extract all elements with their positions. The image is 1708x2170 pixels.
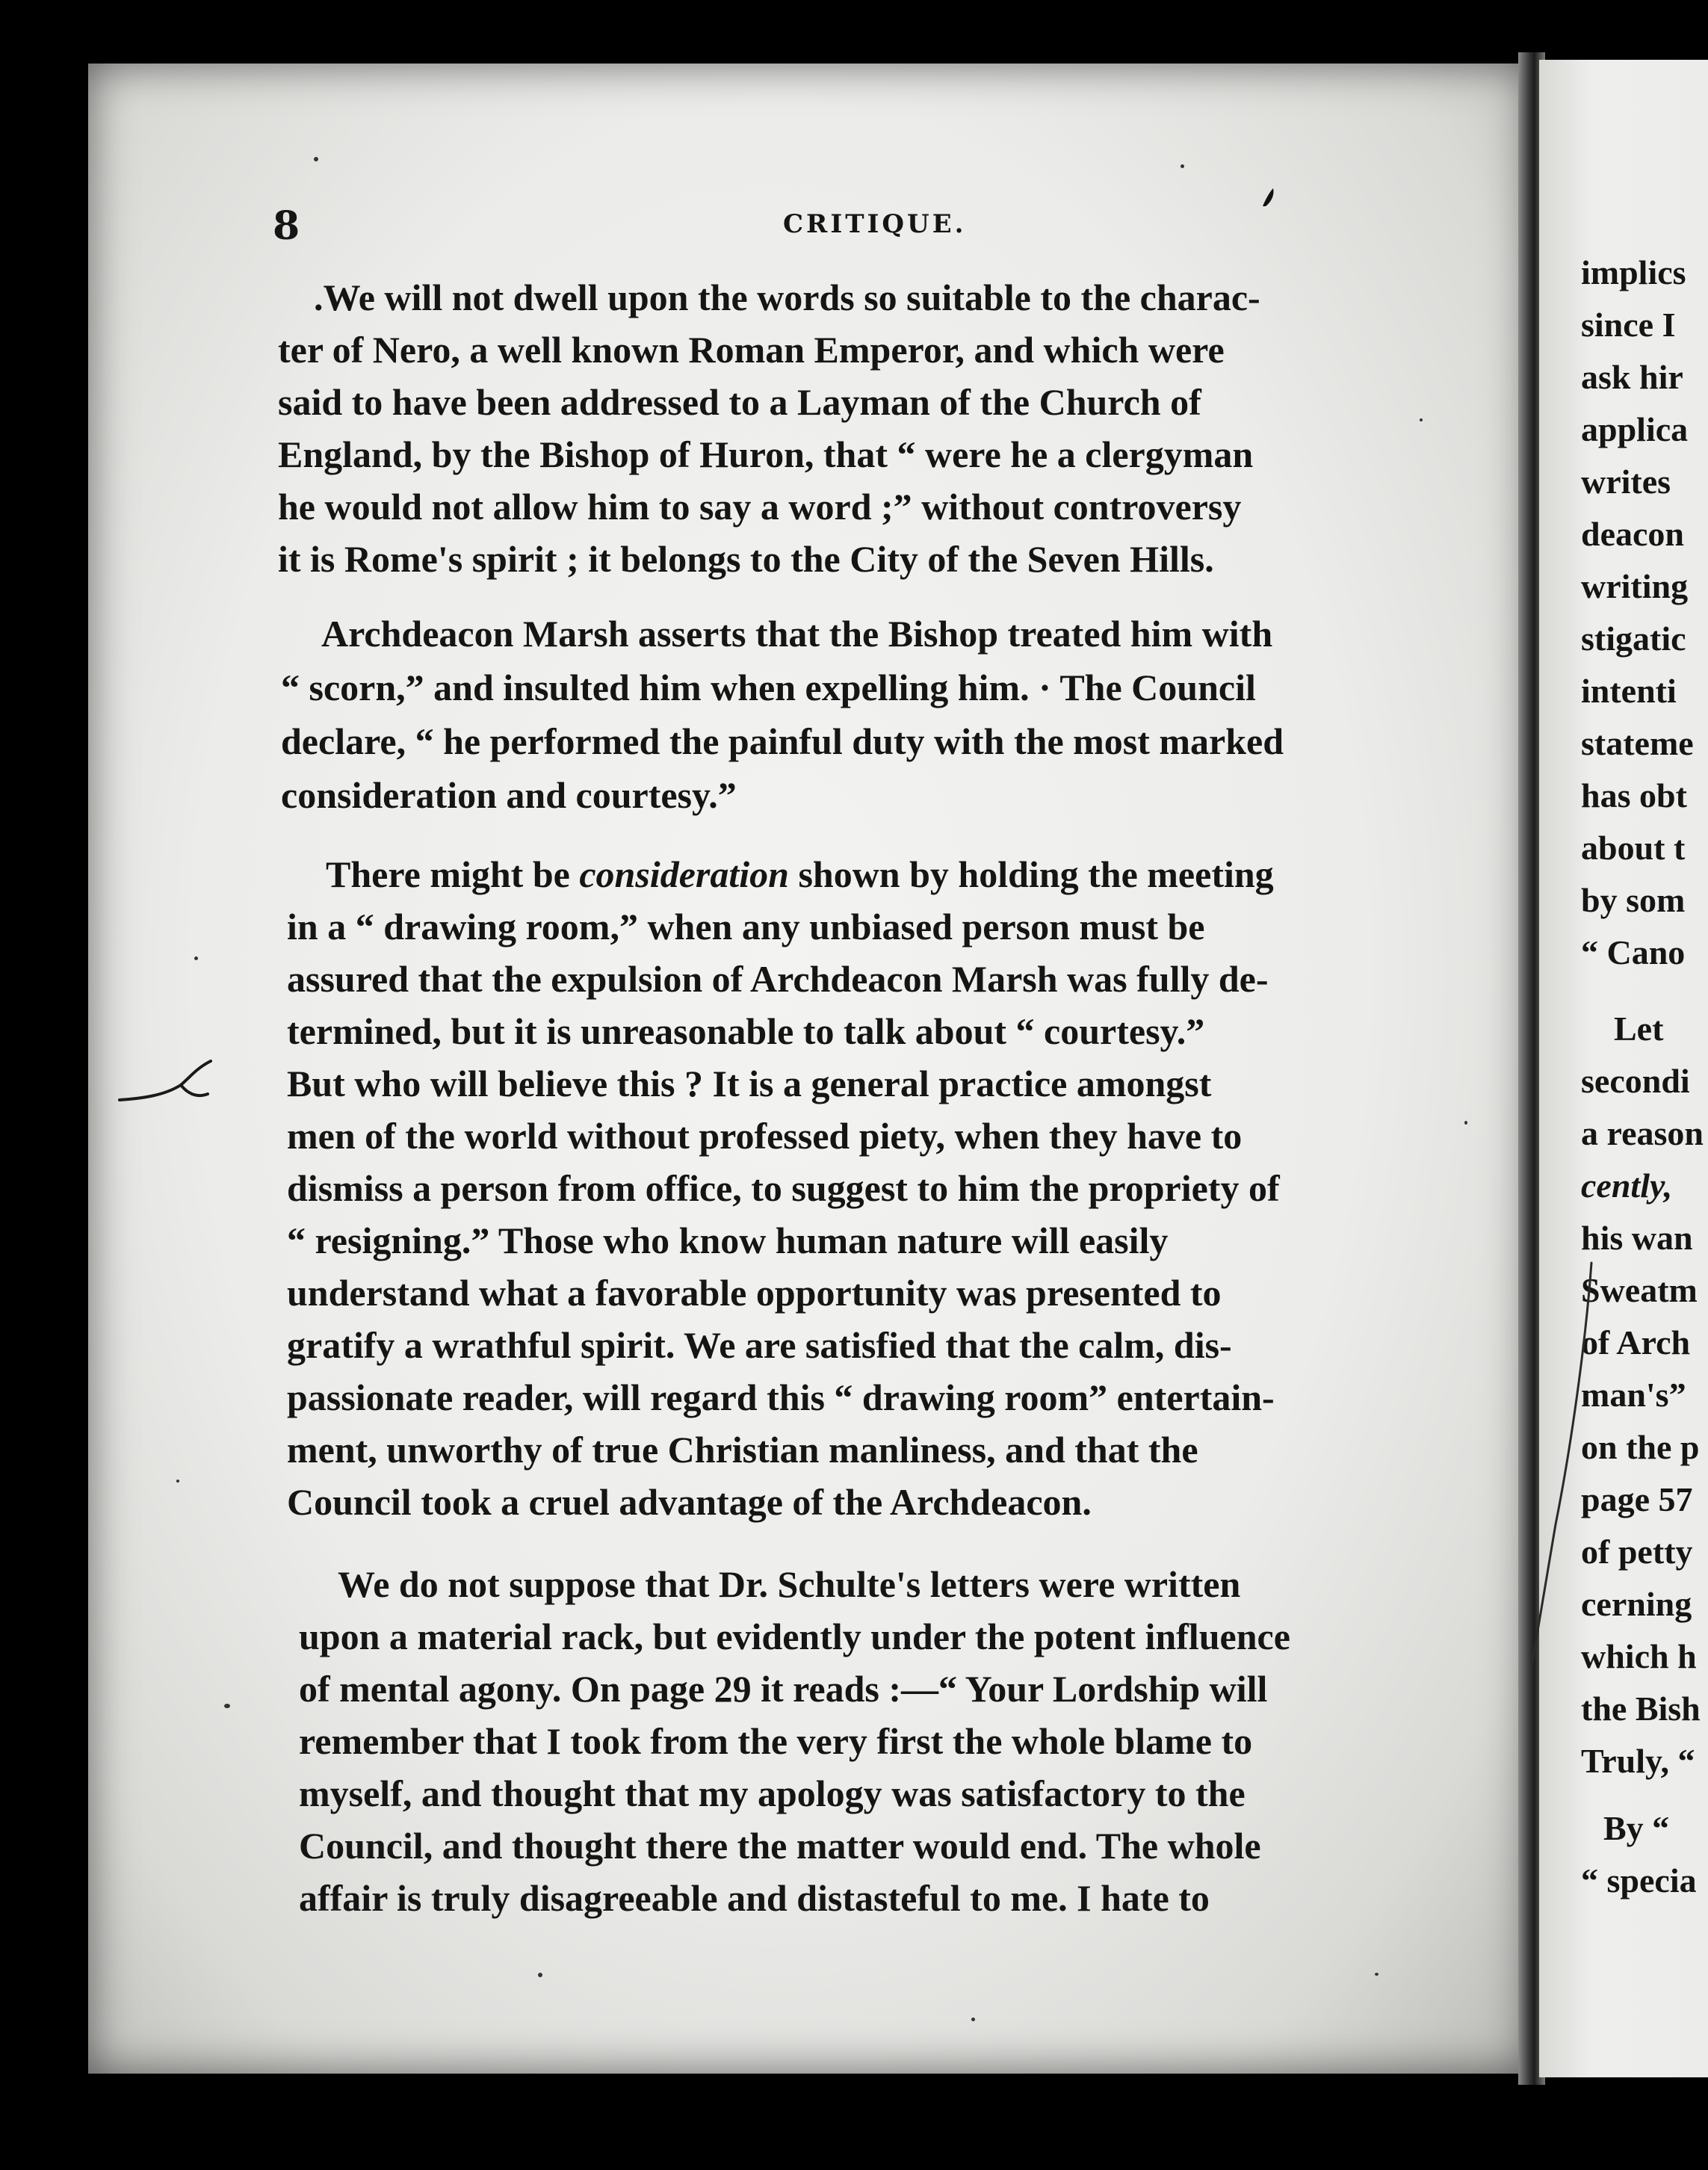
facing-page-line: has obt bbox=[1581, 776, 1687, 814]
text-line: affair is truly disagreeable and distasteful to me. I hate to bbox=[299, 1877, 1210, 1919]
facing-page-line: a reason bbox=[1581, 1114, 1704, 1152]
text-line: We do not suppose that Dr. Schulte's letters were written bbox=[338, 1563, 1241, 1605]
text-line: said to have been addressed to a Layman of the Church of bbox=[278, 381, 1201, 423]
italic-word: consideration bbox=[579, 853, 789, 895]
text-line: gratify a wrathful spirit. We are satisfied that the calm, dis- bbox=[287, 1324, 1232, 1366]
text-line: .We will not dwell upon the words so suitable to the charac- bbox=[314, 276, 1260, 318]
facing-page-line: of petty bbox=[1581, 1533, 1693, 1571]
text-line: “ resigning.” Those who know human nature will easily bbox=[287, 1220, 1169, 1261]
facing-page-line: the Bish bbox=[1581, 1690, 1701, 1728]
facing-page-line: ask hir bbox=[1581, 358, 1683, 396]
text-line: upon a material rack, but evidently under the potent influence bbox=[299, 1616, 1290, 1657]
facing-page-line: By “ bbox=[1603, 1809, 1670, 1847]
scan-speck bbox=[538, 1973, 542, 1977]
text-line: ter of Nero, a well known Roman Emperor, and which were bbox=[278, 329, 1225, 371]
text-line: remember that I took from the very first the whole blame to bbox=[299, 1720, 1253, 1762]
facing-page-line: Truly, “ bbox=[1581, 1742, 1695, 1780]
text-line: dismiss a person from office, to suggest to him the propriety of bbox=[287, 1167, 1280, 1209]
text-line: men of the world without professed piety, when they have to bbox=[287, 1115, 1243, 1157]
page-number: 8 bbox=[273, 203, 300, 249]
scan-speck bbox=[1181, 164, 1184, 168]
text-line: assured that the expulsion of Archdeacon Marsh was fully de- bbox=[287, 958, 1269, 1000]
text-line: There might be consideration shown by holding the meeting bbox=[326, 853, 1274, 895]
facing-page-line: on the p bbox=[1581, 1428, 1700, 1466]
facing-page-pencil-line bbox=[1517, 1255, 1606, 1674]
margin-pencil-mark bbox=[112, 1046, 232, 1121]
text-line: consideration and courtesy.” bbox=[281, 774, 737, 816]
scan-speck bbox=[176, 1480, 179, 1483]
facing-page-line: man's” bbox=[1581, 1376, 1686, 1414]
facing-page-line: cerning bbox=[1581, 1585, 1692, 1623]
facing-page-line: intenti bbox=[1581, 672, 1677, 710]
facing-page-line: applica bbox=[1581, 410, 1689, 448]
running-title: CRITIQUE. bbox=[783, 209, 967, 239]
facing-page-line: writing bbox=[1581, 567, 1689, 605]
text-line: myself, and thought that my apology was satisfactory to the bbox=[299, 1772, 1246, 1814]
facing-page-line: by som bbox=[1581, 881, 1686, 919]
facing-page-line: writes bbox=[1581, 463, 1671, 501]
text-line: termined, but it is unreasonable to talk about “ courtesy.” bbox=[287, 1010, 1205, 1052]
facing-page-line: about t bbox=[1581, 829, 1686, 867]
text-line: Council, and thought there the matter would end. The whole bbox=[299, 1825, 1261, 1867]
facing-page-line: “ specia bbox=[1581, 1861, 1697, 1899]
text-line: it is Rome's spirit ; it belongs to the City of the Seven Hills. bbox=[278, 538, 1214, 580]
facing-page-line: since I bbox=[1581, 306, 1676, 344]
facing-page-line: secondi bbox=[1581, 1062, 1690, 1100]
scan-speck bbox=[1375, 1973, 1379, 1976]
text-line: England, by the Bishop of Huron, that “ were he a clergyman bbox=[278, 433, 1254, 475]
scan-speck bbox=[1464, 1121, 1467, 1125]
text-line: Council took a cruel advantage of the Archdeacon. bbox=[287, 1481, 1092, 1523]
text-line: understand what a favorable opportunity was presented to bbox=[287, 1272, 1222, 1314]
text-line: “ scorn,” and insulted him when expelling him. · The Council bbox=[281, 667, 1256, 708]
facing-page-line: deacon bbox=[1581, 515, 1684, 553]
ink-mark bbox=[1257, 184, 1279, 214]
facing-page-line: Sweatm bbox=[1581, 1271, 1698, 1309]
facing-page-line: stateme bbox=[1581, 724, 1694, 762]
scan-speck bbox=[314, 157, 318, 161]
facing-page-line: implics bbox=[1581, 253, 1686, 291]
text-line: he would not allow him to say a word ;” without controversy bbox=[278, 486, 1242, 528]
facing-page-line: stigatic bbox=[1581, 619, 1686, 658]
text-line: Archdeacon Marsh asserts that the Bishop treated him with bbox=[321, 613, 1273, 655]
scan-speck bbox=[224, 1704, 230, 1708]
facing-page-line: Let bbox=[1614, 1010, 1664, 1048]
facing-page-line: “ Cano bbox=[1581, 933, 1686, 971]
text-line: ment, unworthy of true Christian manliness, and that the bbox=[287, 1429, 1198, 1471]
facing-page-line: of Arch bbox=[1581, 1323, 1691, 1361]
facing-page-line: cently, bbox=[1581, 1166, 1673, 1205]
text-line: passionate reader, will regard this “ drawing room” entertain- bbox=[287, 1376, 1275, 1418]
text-line: in a “ drawing room,” when any unbiased person must be bbox=[287, 906, 1205, 948]
scan-speck bbox=[194, 956, 198, 960]
text-line: But who will believe this ? It is a general practice amongst bbox=[287, 1063, 1212, 1104]
facing-page-line: which h bbox=[1581, 1637, 1697, 1675]
scan-speck bbox=[971, 2018, 975, 2021]
scan-speck bbox=[1420, 418, 1423, 421]
text-line: of mental agony. On page 29 it reads :—“ Your Lordship will bbox=[299, 1668, 1268, 1710]
text-line: declare, “ he performed the painful duty with the most marked bbox=[281, 720, 1284, 762]
facing-page-line: his wan bbox=[1581, 1219, 1693, 1257]
facing-page-line: page 57 bbox=[1581, 1480, 1693, 1518]
